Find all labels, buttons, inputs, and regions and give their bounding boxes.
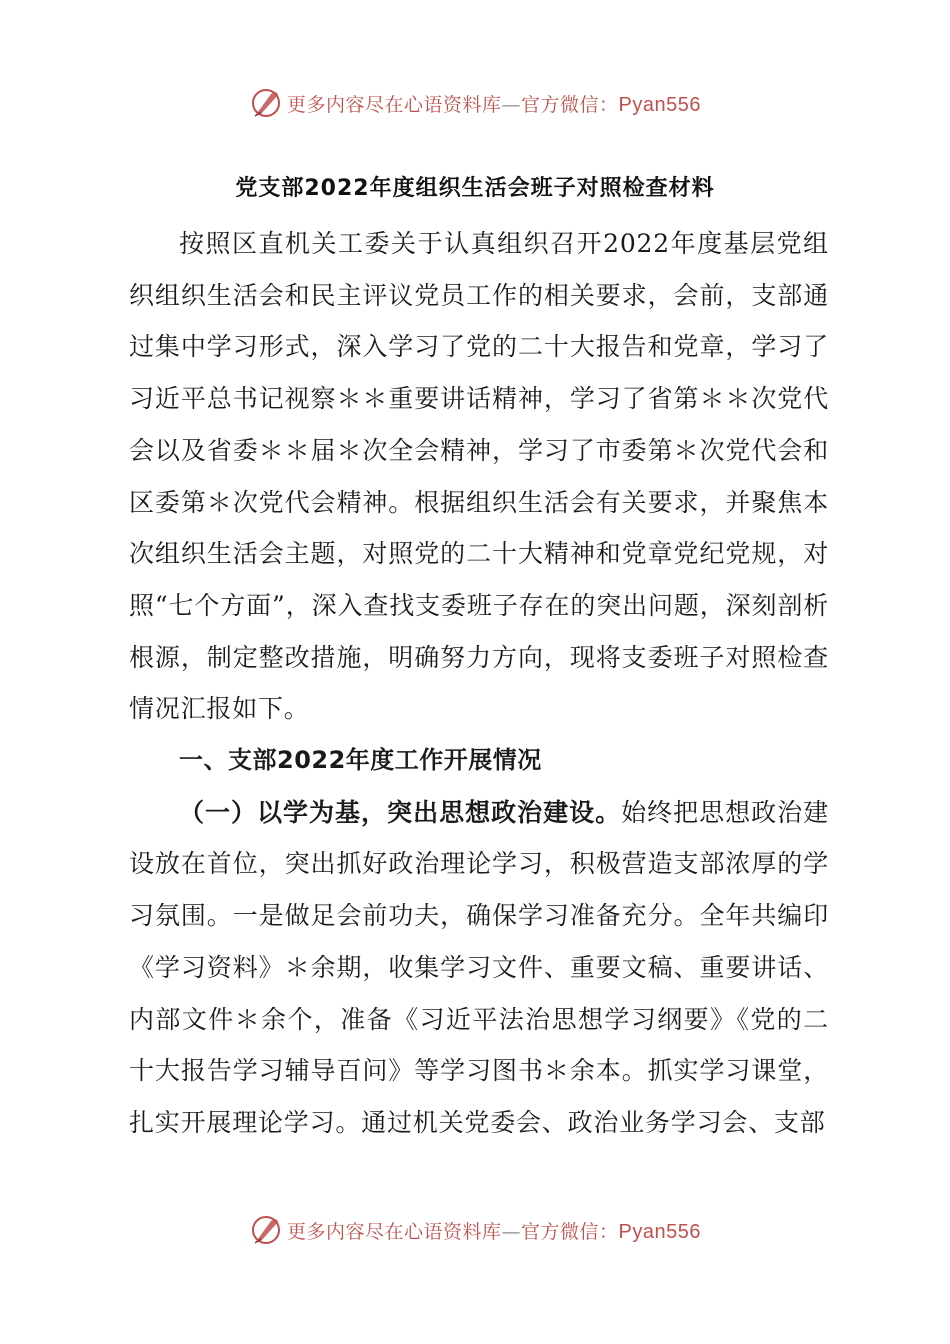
document-title: 党支部2022年度组织生活会班子对照检查材料 xyxy=(235,176,715,201)
section-heading: 一、支部2022年度工作开展情况 xyxy=(179,746,542,775)
section-paragraph xyxy=(129,787,829,1149)
paragraph-lead: （一）以学为基，突出思想政治建设。 xyxy=(179,797,622,827)
document-body xyxy=(129,218,829,1149)
footer-watermark xyxy=(0,1210,950,1250)
header-watermark xyxy=(0,83,950,123)
intro-paragraph: 按照区直机关工委关于认真组织召开2022年度基层党组织组织生活会和民主评议党员工作的相关要求，会前，支部通过集中学习形式，深入学习了党的二十大报告和党章，学习了习近平总书记视察＊＊重要讲话精神，学习了省第＊＊次党代会以及省委＊＊届＊次全会精神，学习了市委第＊次党代会和区委第＊次党代会精神。根据组织生活会有关要求，并聚焦本次组织生活会主题，对照党的二十大精神和党章党纪党规，对照“七个方面”，深入查找支委班子存在的突出问题，深刻剖析根源，制定整改措施，明确努力方向，现将支委班子对照检查情况汇报如下。 xyxy=(129,229,829,724)
watermark-text: 更多内容尽在心语资料库—官方微信：Pyan556 xyxy=(287,93,701,116)
quill-pen-logo-icon xyxy=(249,1213,283,1247)
quill-pen-logo-icon xyxy=(249,86,283,120)
paragraph-body: 始终把思想政治建设放在首位，突出抓好政治理论学习，积极营造支部浓厚的学习氛围。一是做足会前功夫，确保学习准备充分。全年共编印《学习资料》＊余期，收集学习文件、重要文稿、重要讲话、内部文件＊余个，准备《习近平法治思想学习纲要》《党的二十大报告学习辅导百问》等学习图书＊余本。抓实学习课堂，扎实开展理论学习。通过机关党委会、政治业务学习会、支部 xyxy=(129,797,829,1137)
watermark-text: 更多内容尽在心语资料库—官方微信：Pyan556 xyxy=(287,1220,701,1243)
